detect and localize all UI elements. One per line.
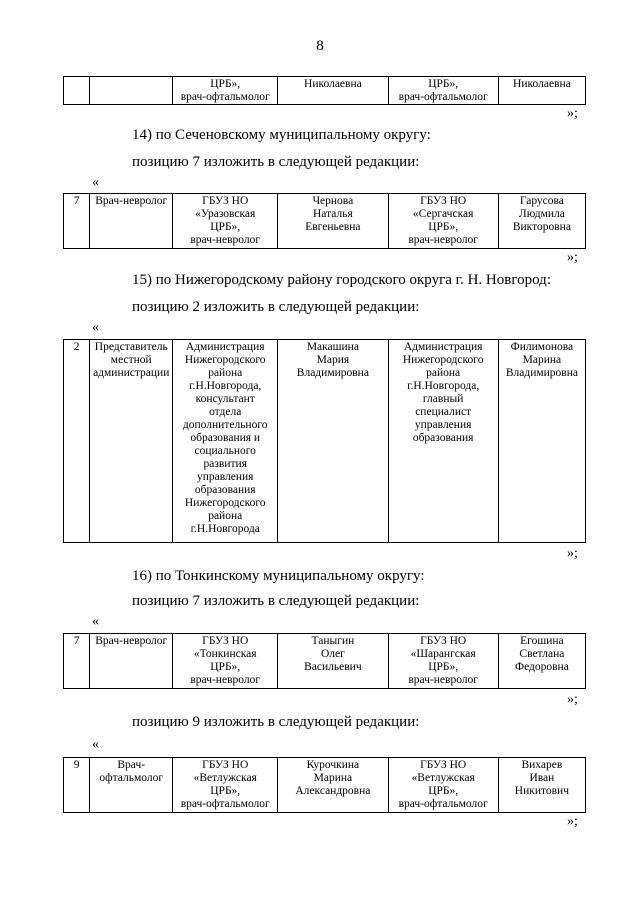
table-cell: 2 [64, 340, 90, 543]
table-cell: 7 [64, 634, 90, 689]
table-cell: Курочкина Марина Александровна [278, 758, 388, 813]
position-table [63, 633, 586, 689]
table-row [64, 758, 586, 813]
table-cell: Вихарев Иван Никитович [498, 758, 585, 813]
table-cell: Николаевна [498, 77, 585, 105]
opening-quote: « [92, 175, 99, 190]
opening-quote: « [92, 737, 99, 752]
section-instruction: позицию 2 изложить в следующей редакции: [132, 299, 420, 315]
table-cell [90, 77, 173, 105]
table-cell: Егошина Светлана Федоровна [498, 634, 585, 689]
table-cell: ГБУЗ НО «Шарангская ЦРБ», врач-невролог [388, 634, 498, 689]
position-table [63, 339, 586, 543]
table-cell: Представитель местной администрации [90, 340, 173, 543]
table-cell: ЦРБ», врач-офтальмолог [388, 77, 498, 105]
table-cell: Администрация Нижегородского района г.Н.Новгорода, консультант отдела дополнительного образования и социального развития управления образования Нижегородского района г.Н.Новгорода [173, 340, 278, 543]
table-cell: Гарусова Людмила Викторовна [498, 194, 585, 249]
table-cell: Врач- офтальмолог [90, 758, 173, 813]
continuation-table [63, 76, 586, 105]
table-cell: ГБУЗ НО «Уразовская ЦРБ», врач-невролог [173, 194, 278, 249]
section-heading: 15) по Нижегородскому району городского округа г. Н. Новгород: [132, 272, 551, 288]
section-heading: 14) по Сеченовскому муниципальному округу: [132, 127, 431, 143]
table-cell: ЦРБ», врач-офтальмолог [173, 77, 278, 105]
table-cell: Филимонова Марина Владимировна [498, 340, 585, 543]
table-row [64, 194, 586, 249]
opening-quote: « [92, 320, 99, 335]
table-cell: ГБУЗ НО «Ветлужская ЦРБ», врач-офтальмолог [173, 758, 278, 813]
section-instruction: позицию 7 изложить в следующей редакции: [132, 154, 420, 170]
page-number: 8 [316, 38, 324, 54]
table-cell: ГБУЗ НО «Тонкинская ЦРБ», врач-невролог [173, 634, 278, 689]
table-cell: 9 [64, 758, 90, 813]
table-cell: Врач-невролог [90, 194, 173, 249]
table-cell: Администрация Нижегородского района г.Н.Новгорода, главный специалист управления образования [388, 340, 498, 543]
opening-quote: « [92, 614, 99, 629]
section-heading: 16) по Тонкинскому муниципальному округу: [132, 568, 425, 584]
closing-quote: »; [567, 814, 578, 829]
table-row [64, 340, 586, 543]
table-cell [64, 77, 90, 105]
closing-quote: »; [567, 250, 578, 265]
table-cell: Николаевна [278, 77, 388, 105]
table-cell: ГБУЗ НО «Ветлужская ЦРБ», врач-офтальмолог [388, 758, 498, 813]
closing-quote: »; [567, 546, 578, 561]
closing-quote: »; [567, 106, 578, 121]
section-instruction: позицию 9 изложить в следующей редакции: [132, 714, 420, 730]
table-row [64, 77, 586, 105]
table-cell: 7 [64, 194, 90, 249]
table-cell: ГБУЗ НО «Сергачская ЦРБ», врач-невролог [388, 194, 498, 249]
table-cell: Таныгин Олег Васильевич [278, 634, 388, 689]
section-instruction: позицию 7 изложить в следующей редакции: [132, 593, 420, 609]
table-cell: Макашина Мария Владимировна [278, 340, 388, 543]
table-row [64, 634, 586, 689]
position-table [63, 193, 586, 249]
position-table [63, 757, 586, 813]
table-cell: Чернова Наталья Евгеньевна [278, 194, 388, 249]
closing-quote: »; [567, 692, 578, 707]
table-cell: Врач-невролог [90, 634, 173, 689]
